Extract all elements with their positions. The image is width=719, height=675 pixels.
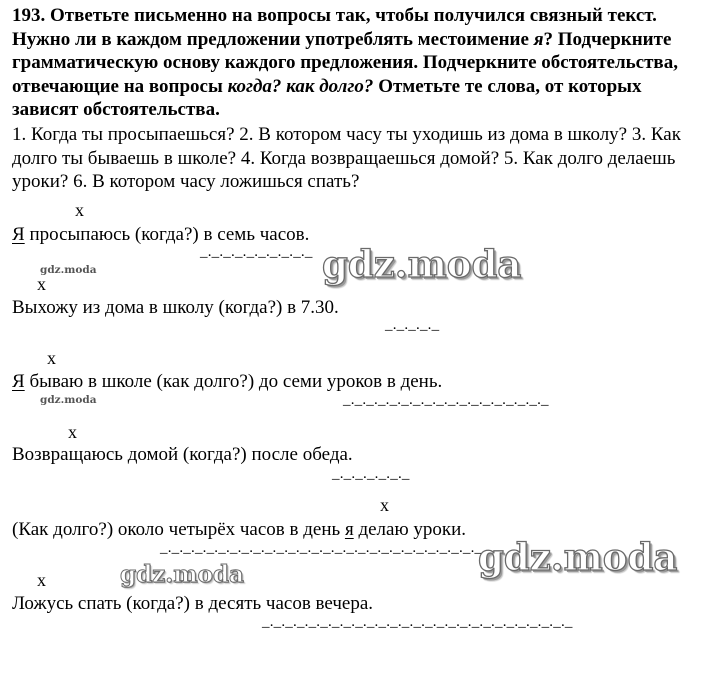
- task-text-part3: Отметьте те слова, от которых зависят обстоятельства.: [12, 75, 642, 120]
- adverbial-underline-3: _._._._._._._._._._._._._._._._._._: [343, 392, 549, 408]
- answer-4: Возвращаюсь домой (когда?) после обеда.: [12, 444, 353, 465]
- watermark-big-2: gdz.moda: [478, 535, 678, 579]
- answer-3: [12, 371, 442, 393]
- watermark-small-1: gdz.moda: [40, 264, 97, 276]
- adverbial-underline-1: _._._._._._._._._._: [200, 244, 313, 260]
- adverbial-underline-2: _._._._._: [385, 317, 440, 333]
- x-mark-4: x: [68, 422, 77, 442]
- answer-1-text: просыпаюсь (когда?) в семь часов.: [24, 224, 310, 245]
- answer-6: Ложусь спать (когда?) в десять часов вечера.: [12, 593, 374, 614]
- answer-5-text-before: (Как долго?) около четырёх часов в день: [12, 519, 345, 540]
- answer-1-subject: Я: [12, 224, 25, 245]
- answer-3-text: бываю в школе (как долго?) до семи уроков в день.: [24, 371, 443, 392]
- task-text-part2: ? Подчеркните грамматическую основу каждого предложения. Подчеркните обстоятельства, отвечающие на вопросы: [12, 28, 678, 97]
- watermark-mid: gdz.moda: [120, 561, 244, 588]
- answer-2: Выхожу из дома в школу (когда?) в 7.30.: [12, 297, 339, 318]
- watermark-small-2: gdz.moda: [40, 394, 97, 406]
- adverbial-underline-5: _._._._._._._._._._._._._._._._._._._._._._._._._._._._: [160, 540, 483, 556]
- adverbial-underline-4: _._._._._._._: [332, 466, 410, 482]
- answer-1: [12, 224, 309, 246]
- questions-list: 1. Когда ты просыпаешься? 2. В котором часу ты уходишь из дома в школу? 3. Как долго ты бываешь в школе? 4. Когда возвращаешься домой? 5. Как долго делаешь уроки? 6. В котором часу ложишься спать?: [12, 124, 681, 192]
- adverbial-underline-6: _._._._._._._._._._._._._._._._._._._._._._._._._._._: [262, 614, 573, 630]
- task-pronoun: я: [533, 28, 544, 50]
- answer-5: [12, 519, 466, 541]
- x-mark-2: x: [37, 274, 46, 294]
- x-mark-1: x: [75, 200, 84, 220]
- x-mark-5: x: [380, 495, 389, 515]
- task-text: [12, 4, 712, 122]
- answer-5-text-after: делаю уроки.: [353, 519, 467, 540]
- task-text-part1: Ответьте письменно на вопросы так, чтобы получился связный текст. Нужно ли в каждом предложении употреблять местоимение: [12, 5, 657, 50]
- task-number: 193.: [12, 5, 46, 26]
- x-mark-6: x: [37, 570, 46, 590]
- x-mark-3: x: [47, 348, 56, 368]
- watermark-big-1: gdz.moda: [322, 242, 522, 286]
- answer-5-subject: я: [344, 519, 354, 540]
- answer-3-subject: Я: [12, 371, 25, 392]
- task-italic-questions: когда? как долго?: [227, 75, 374, 97]
